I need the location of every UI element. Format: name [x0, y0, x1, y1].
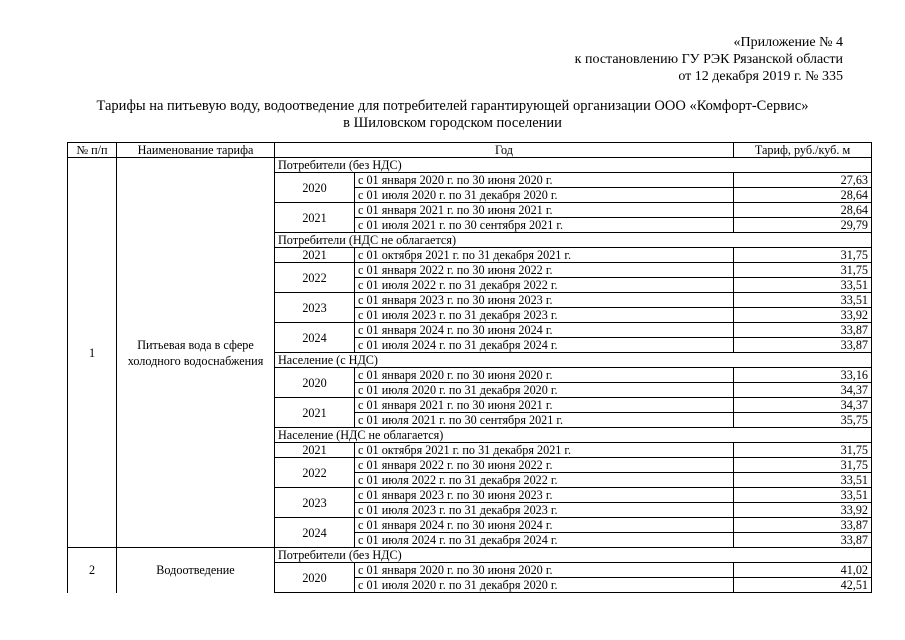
period-cell: с 01 июля 2022 г. по 31 декабря 2022 г. [355, 473, 734, 488]
tariff-value: 33,87 [734, 338, 872, 353]
period-cell: с 01 января 2021 г. по 30 июня 2021 г. [355, 398, 734, 413]
tariff-name: Питьевая вода в сфере холодного водоснабжения [117, 158, 275, 548]
year-cell: 2020 [275, 563, 355, 593]
year-cell: 2024 [275, 323, 355, 353]
tariff-value: 31,75 [734, 458, 872, 473]
tariff-value: 33,87 [734, 323, 872, 338]
column-header-year: Год [275, 143, 734, 158]
tariff-value: 27,63 [734, 173, 872, 188]
tariff-value: 33,51 [734, 473, 872, 488]
tariff-value: 33,87 [734, 518, 872, 533]
year-cell: 2021 [275, 398, 355, 428]
tariff-value: 33,87 [734, 533, 872, 548]
period-cell: с 01 июля 2020 г. по 31 декабря 2020 г. [355, 383, 734, 398]
year-cell: 2021 [275, 248, 355, 263]
year-cell: 2024 [275, 518, 355, 548]
column-header-tariff: Тариф, руб./куб. м [734, 143, 872, 158]
period-cell: с 01 июля 2021 г. по 30 сентября 2021 г. [355, 413, 734, 428]
period-cell: с 01 июля 2021 г. по 30 сентября 2021 г. [355, 218, 734, 233]
tariff-value: 33,16 [734, 368, 872, 383]
section-number: 1 [68, 158, 117, 548]
appendix-line-1: «Приложение № 4 [733, 35, 843, 50]
period-cell: с 01 января 2023 г. по 30 июня 2023 г. [355, 488, 734, 503]
year-cell: 2022 [275, 263, 355, 293]
year-cell: 2022 [275, 458, 355, 488]
column-header-name: Наименование тарифа [117, 143, 275, 158]
appendix-line-3: от 12 декабря 2019 г. № 335 [678, 69, 843, 84]
title-line-1: Тарифы на питьевую воду, водоотведение для потребителей гарантирующей организации ООО «Комфорт-Сервис» [96, 98, 809, 114]
period-cell: с 01 января 2020 г. по 30 июня 2020 г. [355, 368, 734, 383]
tariff-value: 29,79 [734, 218, 872, 233]
period-cell: с 01 июля 2024 г. по 31 декабря 2024 г. [355, 533, 734, 548]
period-cell: с 01 января 2022 г. по 30 июня 2022 г. [355, 263, 734, 278]
tariff-table [67, 142, 872, 593]
tariff-value: 33,51 [734, 488, 872, 503]
tariff-value: 34,37 [734, 383, 872, 398]
tariff-value: 34,37 [734, 398, 872, 413]
table-body [68, 158, 872, 593]
year-cell: 2021 [275, 203, 355, 233]
period-cell: с 01 июля 2024 г. по 31 декабря 2024 г. [355, 338, 734, 353]
tariff-value: 28,64 [734, 203, 872, 218]
tariff-value: 42,51 [734, 578, 872, 593]
period-cell: с 01 июля 2020 г. по 31 декабря 2020 г. [355, 578, 734, 593]
tariff-name: Водоотведение [117, 548, 275, 593]
category-label: Население (с НДС) [275, 353, 872, 368]
tariff-value: 31,75 [734, 443, 872, 458]
period-cell: с 01 июля 2020 г. по 31 декабря 2020 г. [355, 188, 734, 203]
category-row [68, 158, 872, 173]
year-cell: 2021 [275, 443, 355, 458]
year-cell: 2023 [275, 293, 355, 323]
period-cell: с 01 января 2023 г. по 30 июня 2023 г. [355, 293, 734, 308]
tariff-value: 33,92 [734, 308, 872, 323]
period-cell: с 01 января 2020 г. по 30 июня 2020 г. [355, 173, 734, 188]
tariff-value: 33,51 [734, 293, 872, 308]
period-cell: с 01 января 2024 г. по 30 июня 2024 г. [355, 323, 734, 338]
category-label: Потребители (НДС не облагается) [275, 233, 872, 248]
document-title [0, 98, 905, 132]
period-cell: с 01 июля 2022 г. по 31 декабря 2022 г. [355, 278, 734, 293]
period-cell: с 01 июля 2023 г. по 31 декабря 2023 г. [355, 503, 734, 518]
title-line-2: в Шиловском городском поселении [343, 115, 562, 131]
column-header-number: № п/п [68, 143, 117, 158]
year-cell: 2020 [275, 173, 355, 203]
year-cell: 2020 [275, 368, 355, 398]
appendix-line-2: к постановлению ГУ РЭК Рязанской области [574, 52, 843, 67]
category-label: Потребители (без НДС) [275, 548, 872, 563]
category-label: Потребители (без НДС) [275, 158, 872, 173]
tariff-value: 31,75 [734, 248, 872, 263]
tariff-value: 28,64 [734, 188, 872, 203]
section-number: 2 [68, 548, 117, 593]
table-header-row [68, 143, 872, 158]
period-cell: с 01 января 2022 г. по 30 июня 2022 г. [355, 458, 734, 473]
appendix-header [575, 34, 843, 85]
category-row [68, 548, 872, 563]
period-cell: с 01 января 2020 г. по 30 июня 2020 г. [355, 563, 734, 578]
tariff-value: 33,92 [734, 503, 872, 518]
period-cell: с 01 января 2021 г. по 30 июня 2021 г. [355, 203, 734, 218]
year-cell: 2023 [275, 488, 355, 518]
tariff-value: 33,51 [734, 278, 872, 293]
period-cell: с 01 октября 2021 г. по 31 декабря 2021 г. [355, 248, 734, 263]
period-cell: с 01 января 2024 г. по 30 июня 2024 г. [355, 518, 734, 533]
period-cell: с 01 октября 2021 г. по 31 декабря 2021 г. [355, 443, 734, 458]
tariff-value: 31,75 [734, 263, 872, 278]
tariff-value: 35,75 [734, 413, 872, 428]
category-label: Население (НДС не облагается) [275, 428, 872, 443]
period-cell: с 01 июля 2023 г. по 31 декабря 2023 г. [355, 308, 734, 323]
tariff-value: 41,02 [734, 563, 872, 578]
